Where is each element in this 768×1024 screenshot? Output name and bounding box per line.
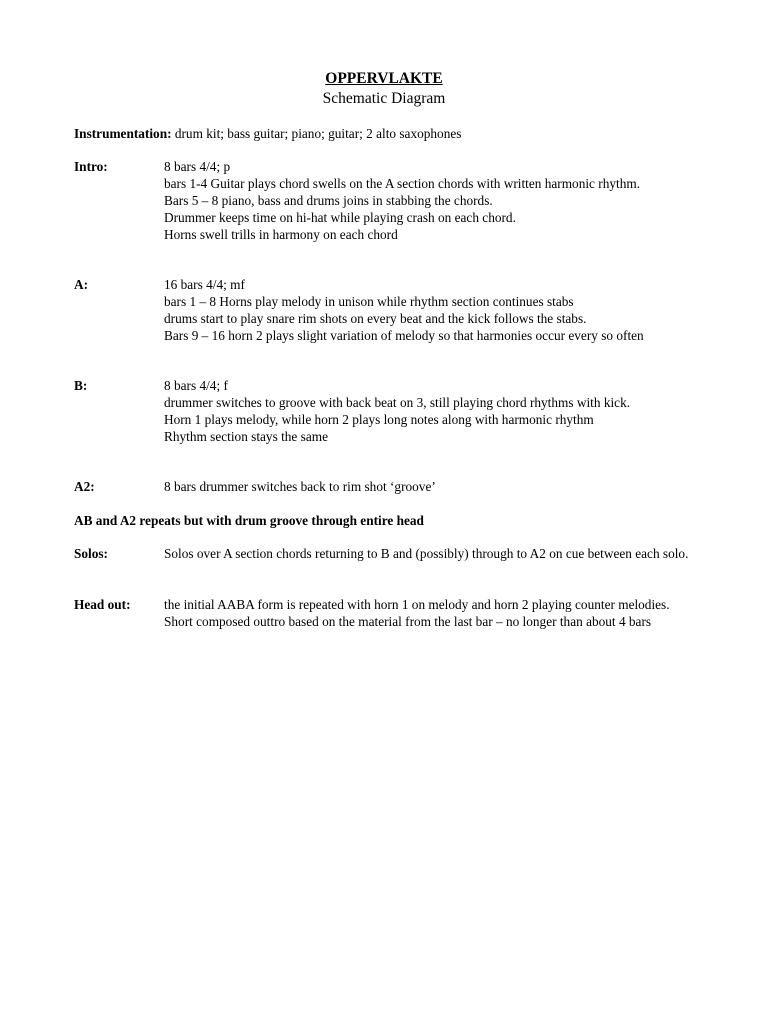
section-body [164, 377, 700, 445]
section-line: Solos over A section chords returning to B and (possibly) through to A2 on cue between each solo. [164, 546, 689, 561]
section-label: A: [74, 277, 89, 292]
section-body [164, 158, 700, 243]
section-line: Horn 1 plays melody, while horn 2 plays long notes along with harmonic rhythm [164, 412, 594, 427]
section-body [164, 545, 700, 562]
section-line: Bars 5 – 8 piano, bass and drums joins in stabbing the chords. [164, 193, 493, 208]
section-label: B: [74, 378, 88, 393]
section-label: Solos: [74, 546, 108, 561]
section-line: 16 bars 4/4; mf [164, 277, 245, 292]
section-line: bars 1-4 Guitar plays chord swells on the A section chords with written harmonic rhythm. [164, 176, 641, 191]
document-subtitle: Schematic Diagram [322, 90, 446, 107]
section-line: bars 1 – 8 Horns play melody in unison while rhythm section continues stabs [164, 294, 574, 309]
instrumentation-line [74, 125, 714, 142]
section-line: drums start to play snare rim shots on every beat and the kick follows the stabs. [164, 311, 587, 326]
instrumentation-value: drum kit; bass guitar; piano; guitar; 2 alto saxophones [174, 126, 462, 141]
document-title: OPPERVLAKTE [325, 70, 443, 87]
section-label: Intro: [74, 159, 108, 174]
section-body [164, 276, 700, 344]
section-line: drummer switches to groove with back beat on 3, still playing chord rhythms with kick. [164, 395, 631, 410]
instrumentation-label: Instrumentation: [74, 126, 172, 141]
section-line: 8 bars 4/4; p [164, 159, 231, 174]
section-line: 8 bars drummer switches back to rim shot ‘groove’ [164, 479, 436, 494]
section-label: Head out: [74, 597, 131, 612]
section-body [164, 478, 700, 495]
section-line: 8 bars 4/4; f [164, 378, 228, 393]
section-line: Rhythm section stays the same [164, 429, 328, 444]
section-line: Horns swell trills in harmony on each chord [164, 227, 398, 242]
section-line: the initial AABA form is repeated with horn 1 on melody and horn 2 playing counter melodies. Short composed outtro based on the material from the last bar – no longer than about 4 bars [164, 597, 670, 629]
section-line: Bars 9 – 16 horn 2 plays slight variation of melody so that harmonies occur every so often [164, 328, 644, 343]
repeat-note: AB and A2 repeats but with drum groove through entire head [74, 513, 424, 528]
section-body [164, 596, 700, 630]
section-label: A2: [74, 479, 95, 494]
section-line: Drummer keeps time on hi-hat while playing crash on each chord. [164, 210, 516, 225]
